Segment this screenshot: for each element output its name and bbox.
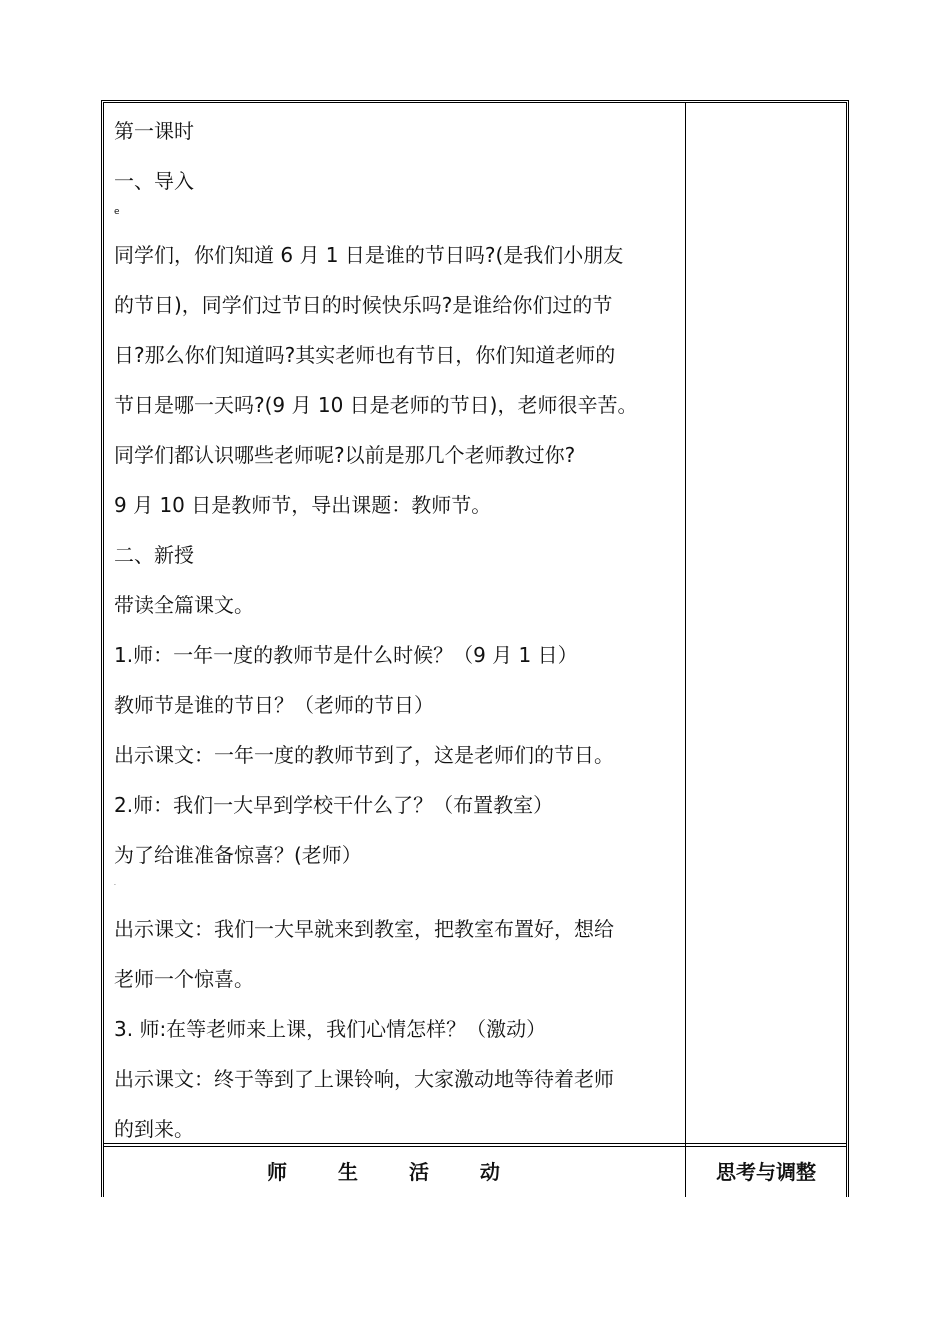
column-divider: [685, 103, 686, 1197]
text-line: 3. 师:在等老师来上课，我们心情怎样？（激动）: [114, 1017, 547, 1041]
text-line: 同学们都认识哪些老师呢?以前是那几个老师教过你?: [114, 443, 576, 467]
text-line: 节日是哪一天吗?(9 月 10 日是老师的节日)，老师很辛苦。: [114, 393, 638, 417]
text-line: 日?那么你们知道吗?其实老师也有节日，你们知道老师的: [114, 343, 616, 367]
text-line: 同学们，你们知道 6 月 1 日是谁的节日吗?(是我们小朋友: [114, 243, 624, 267]
text-line: 老师一个惊喜。: [114, 967, 254, 991]
text-line: 9 月 10 日是教师节，导出课题：教师节。: [114, 493, 492, 517]
text-line: 2.师：我们一大早到学校干什么了？（布置教室）: [114, 793, 554, 817]
stray-mark: ·: [114, 882, 116, 889]
stray-mark: e: [114, 207, 120, 217]
text-line: 带读全篇课文。: [114, 593, 254, 617]
reflection-header: 思考与调整: [716, 1160, 816, 1184]
text-line: 1.师：一年一度的教师节是什么时候？（9 月 1 日）: [114, 643, 578, 667]
text-line: 出示课文：终于等到了上课铃响，大家激动地等待着老师: [114, 1067, 614, 1091]
text-line: 教师节是谁的节日？（老师的节日）: [114, 693, 434, 717]
text-line: 出示课文：我们一大早就来到教室，把教室布置好，想给: [114, 917, 614, 941]
section-new-heading: 二、新授: [114, 543, 194, 567]
text-line: 出示课文：一年一度的教师节到了，这是老师们的节日。: [114, 743, 614, 767]
lesson-period: 第一课时: [114, 119, 194, 143]
text-line: 的到来。: [114, 1117, 194, 1141]
section-intro-heading: 一、导入: [114, 169, 194, 193]
text-line: 为了给谁准备惊喜？(老师）: [114, 843, 362, 867]
activities-header: 师 生 活 动: [267, 1160, 522, 1184]
text-line: 的节日)，同学们过节日的时候快乐吗?是谁给你们过的节: [114, 293, 613, 317]
lesson-content: [114, 106, 682, 1154]
